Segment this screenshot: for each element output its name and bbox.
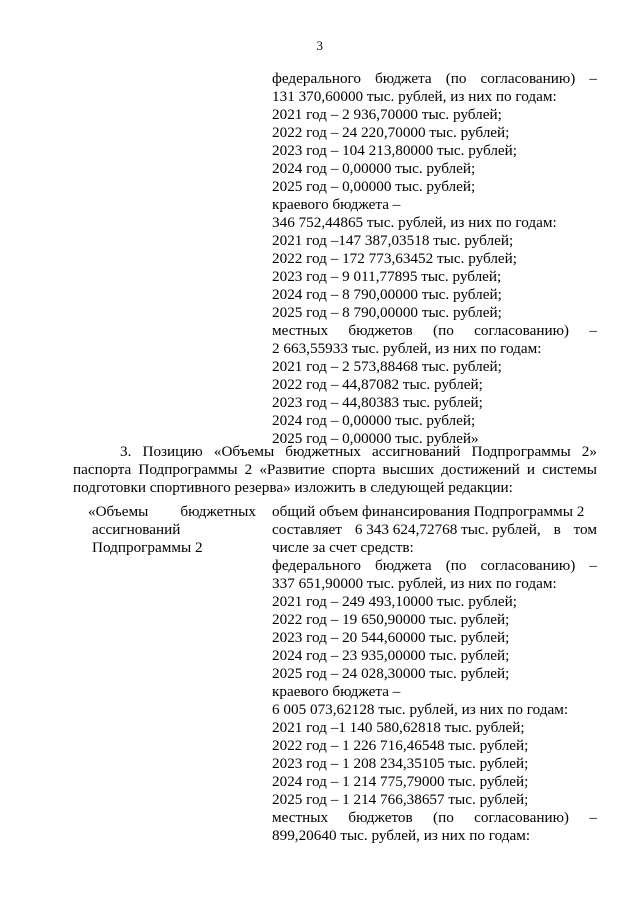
federal-year-2023: 2023 год – 104 213,80000 тыс. рублей;	[272, 142, 517, 159]
word: бюджетов	[348, 322, 413, 339]
word: согласованию)	[474, 322, 569, 339]
regional-year-2024: 2024 год – 1 214 775,79000 тыс. рублей;	[272, 773, 529, 790]
word: местных	[272, 809, 329, 826]
local-year-2022: 2022 год – 44,87082 тыс. рублей;	[272, 376, 483, 393]
word: (по	[433, 809, 454, 826]
local-total: 2 663,55933 тыс. рублей, из них по годам:	[272, 340, 542, 357]
federal-heading	[272, 70, 597, 88]
word: Позицию	[142, 443, 203, 460]
word: бюджета	[375, 70, 432, 87]
federal-total: 131 370,60000 тыс. рублей, из них по годам:	[272, 88, 557, 105]
word: бюджетов	[348, 809, 413, 826]
local-total: 899,20640 тыс. рублей, из них по годам:	[272, 827, 531, 844]
word: высших	[382, 461, 435, 478]
word: –	[589, 809, 597, 826]
local-year-2025: 2025 год – 0,00000 тыс. рублей»	[272, 430, 479, 447]
federal-year-2025: 2025 год – 0,00000 тыс. рублей;	[272, 178, 476, 195]
federal-year-2021: 2021 год – 2 936,70000 тыс. рублей;	[272, 106, 502, 123]
left-label	[88, 503, 256, 557]
federal-total: 337 651,90000 тыс. рублей, из них по годам:	[272, 575, 557, 592]
left-label-line-1	[88, 503, 256, 521]
word: достижений	[441, 461, 520, 478]
federal-year-2023: 2023 год – 20 544,60000 тыс. рублей;	[272, 629, 510, 646]
word: «Объемы	[213, 443, 275, 460]
word: федерального	[272, 70, 361, 87]
word: «Развитие	[259, 461, 325, 478]
word: –	[589, 557, 597, 574]
regional-heading: краевого бюджета –	[272, 196, 401, 213]
word: Подпрограммы	[138, 461, 238, 478]
regional-year-2022: 2022 год – 1 226 716,46548 тыс. рублей;	[272, 737, 529, 754]
word: в	[553, 521, 561, 538]
word: паспорта	[73, 461, 132, 478]
word: и	[526, 461, 536, 478]
regional-year-2025: 2025 год – 8 790,00000 тыс. рублей;	[272, 304, 502, 321]
local-year-2023: 2023 год – 44,80383 тыс. рублей;	[272, 394, 483, 411]
word: (по	[433, 322, 454, 339]
regional-heading: краевого бюджета –	[272, 683, 401, 700]
regional-year-2022: 2022 год – 172 773,63452 тыс. рублей;	[272, 250, 517, 267]
word: согласованию)	[480, 70, 576, 87]
paragraph-line-3: подготовки спортивного резерва» изложить в следующей редакции:	[73, 479, 513, 496]
word: –	[589, 70, 597, 87]
word: 2	[244, 461, 253, 478]
intro-line-3: числе за счет средств:	[272, 539, 414, 556]
word: согласованию)	[480, 557, 576, 574]
word: (по	[445, 557, 467, 574]
regional-year-2025: 2025 год – 1 214 766,38657 тыс. рублей;	[272, 791, 529, 808]
local-year-2024: 2024 год – 0,00000 тыс. рублей;	[272, 412, 476, 429]
word: бюджета	[375, 557, 432, 574]
funding-block-new	[272, 503, 597, 845]
intro-line-1: общий объем финансирования Подпрограммы 2	[272, 503, 585, 520]
local-year-2021: 2021 год – 2 573,88468 тыс. рублей;	[272, 358, 502, 375]
paragraph-line-1	[88, 443, 597, 461]
word: системы	[542, 461, 597, 478]
word: «Объемы	[88, 503, 149, 520]
left-label-line-2: ассигнований	[92, 521, 181, 538]
regional-year-2024: 2024 год – 8 790,00000 тыс. рублей;	[272, 286, 502, 303]
paragraph-line-2	[73, 461, 597, 479]
page-number: 3	[316, 38, 324, 53]
regional-year-2021: 2021 год –147 387,03518 тыс. рублей;	[272, 232, 514, 249]
left-label-line-3: Подпрограммы 2	[92, 539, 203, 556]
federal-heading	[272, 557, 597, 575]
regional-total: 6 005 073,62128 тыс. рублей, из них по годам:	[272, 701, 569, 718]
local-heading	[272, 322, 597, 340]
word: федерального	[272, 557, 361, 574]
amendment-paragraph	[73, 443, 597, 497]
word: местных	[272, 322, 329, 339]
word: –	[589, 322, 597, 339]
word: бюджетных	[285, 443, 361, 460]
word: ассигнований	[372, 443, 461, 460]
federal-year-2024: 2024 год – 0,00000 тыс. рублей;	[272, 160, 476, 177]
federal-year-2024: 2024 год – 23 935,00000 тыс. рублей;	[272, 647, 510, 664]
word: 3.	[120, 443, 132, 460]
regional-year-2021: 2021 год –1 140 580,62818 тыс. рублей;	[272, 719, 525, 736]
federal-year-2025: 2025 год – 24 028,30000 тыс. рублей;	[272, 665, 510, 682]
word: 6 343 624,72768 тыс. рублей,	[354, 521, 541, 538]
federal-year-2021: 2021 год – 249 493,10000 тыс. рублей;	[272, 593, 517, 610]
regional-year-2023: 2023 год – 1 208 234,35105 тыс. рублей;	[272, 755, 529, 772]
word: спорта	[332, 461, 376, 478]
word: бюджетных	[180, 503, 256, 520]
word: (по	[445, 70, 467, 87]
word: том	[573, 521, 597, 538]
word: составляет	[272, 521, 342, 538]
intro-line-2	[272, 521, 597, 539]
regional-total: 346 752,44865 тыс. рублей, из них по годам:	[272, 214, 557, 231]
word: согласованию)	[474, 809, 569, 826]
federal-year-2022: 2022 год – 19 650,90000 тыс. рублей;	[272, 611, 510, 628]
federal-year-2022: 2022 год – 24 220,70000 тыс. рублей;	[272, 124, 510, 141]
word: 2»	[581, 443, 597, 460]
local-heading	[272, 809, 597, 827]
regional-year-2023: 2023 год – 9 011,77895 тыс. рублей;	[272, 268, 502, 285]
word: Подпрограммы	[471, 443, 571, 460]
funding-block-previous	[272, 70, 597, 448]
